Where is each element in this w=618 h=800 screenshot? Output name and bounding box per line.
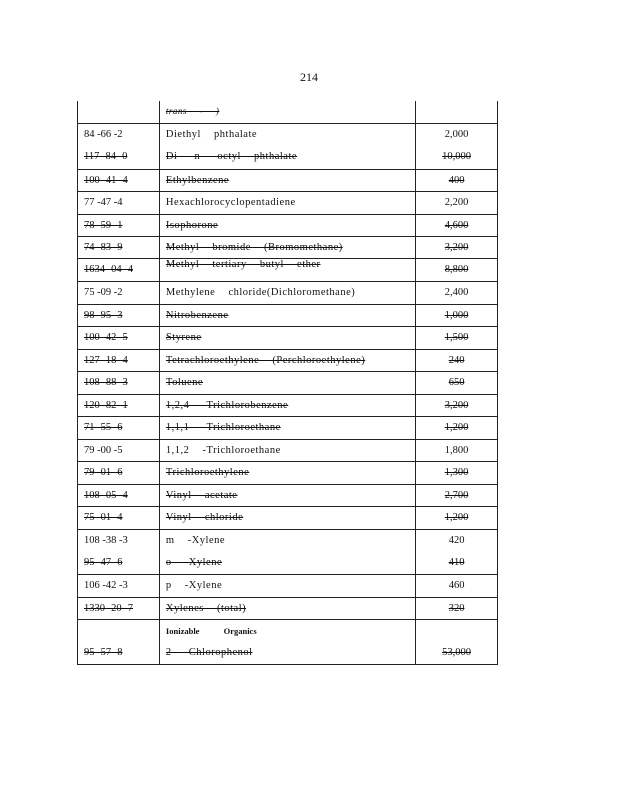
value-cell xyxy=(416,123,498,169)
compound-name: o -Xylene xyxy=(165,556,223,568)
cas-cell xyxy=(78,619,160,664)
value-cell: 3,200 xyxy=(416,236,498,258)
compound-name: 1,1,1 -Trichloroethane xyxy=(165,422,281,433)
cas-cell: 79 -00 -5 xyxy=(78,439,160,461)
cas-cell: 74 -83 -9 xyxy=(78,236,160,258)
compound-name: Xylenes (total) xyxy=(165,602,247,614)
cas-number: 117 -84 -0 xyxy=(84,151,128,162)
name-cell xyxy=(159,123,415,169)
compound-name: Isophorone xyxy=(165,219,219,231)
cas-cell: 75 -01 -4 xyxy=(78,506,160,529)
compound-name: 2 -Chlorophenol xyxy=(165,646,253,658)
cas-cell xyxy=(78,101,160,123)
cas-cell: 75 -09 -2 xyxy=(78,281,160,304)
value-cell: 1,800 xyxy=(416,439,498,461)
compound-name: m -Xylene xyxy=(165,534,226,546)
cas-number: 84 -66 -2 xyxy=(84,129,123,140)
cas-cell: 1634 -04 -4 xyxy=(78,258,160,281)
cas-cell: 78 -59 -1 xyxy=(78,214,160,236)
compound-name: Diethyl phthalate xyxy=(165,129,258,140)
value-cell: 1,000 xyxy=(416,304,498,326)
cas-cell: 106 -42 -3 xyxy=(78,574,160,597)
table-row xyxy=(78,349,498,371)
compound-name: Methyl bromide (Bromomethane) xyxy=(165,241,343,253)
cas-cell: 108 -88 -3 xyxy=(78,371,160,394)
name-cell xyxy=(159,101,415,123)
cas-cell: 79 -01 -6 xyxy=(78,461,160,484)
compound-name: Nitrobenzene xyxy=(165,309,229,321)
value-cell: 2,200 xyxy=(416,191,498,214)
compound-name: Ethylbenzene xyxy=(165,174,230,186)
table-row xyxy=(78,371,498,394)
cas-cell: 108 -05 -4 xyxy=(78,484,160,506)
table-row xyxy=(78,597,498,619)
table-row xyxy=(78,461,498,484)
table-row xyxy=(78,304,498,326)
value-cell: 1,200 xyxy=(416,506,498,529)
value-cell xyxy=(416,529,498,574)
table-row xyxy=(78,169,498,191)
concentration-value: 10,000 xyxy=(442,151,471,162)
table-row xyxy=(78,529,498,574)
value-cell: 1,500 xyxy=(416,326,498,349)
table-row xyxy=(78,326,498,349)
compound-name: trans - ) xyxy=(165,106,220,117)
cas-cell: 77 -47 -4 xyxy=(78,191,160,214)
compound-name: Methylene chloride(Dichloromethane) xyxy=(165,287,356,298)
cas-cell: 71 -55 -6 xyxy=(78,416,160,439)
compound-name: p -Xylene xyxy=(165,580,223,591)
table-row xyxy=(78,619,498,664)
value-cell: 2,400 xyxy=(416,281,498,304)
cas-cell xyxy=(78,123,160,169)
cas-number xyxy=(84,620,153,642)
table-row xyxy=(78,236,498,258)
value-cell: 650 xyxy=(416,371,498,394)
table-row xyxy=(78,258,498,281)
cas-cell: 1330 -20 -7 xyxy=(78,597,160,619)
concentration-value: 420 xyxy=(448,534,465,546)
cas-cell: 100 -41 -4 xyxy=(78,169,160,191)
table-row xyxy=(78,416,498,439)
value-cell: 400 xyxy=(416,169,498,191)
value-cell: 1,200 xyxy=(416,416,498,439)
compound-name: Vinyl chloride xyxy=(165,512,244,523)
concentration-value: 2,000 xyxy=(444,129,469,140)
cas-cell xyxy=(78,529,160,574)
value-cell: 2,700 xyxy=(416,484,498,506)
compound-name: Hexachlorocyclopentadiene xyxy=(165,197,296,208)
cas-number: 108 -38 -3 xyxy=(84,534,128,546)
table-row xyxy=(78,214,498,236)
cas-cell: 98 -95 -3 xyxy=(78,304,160,326)
table-row xyxy=(78,574,498,597)
name-cell xyxy=(159,619,415,664)
value-cell: 4,600 xyxy=(416,214,498,236)
compound-name: 1,2,4 -Trichlorobenzene xyxy=(165,399,289,411)
table-row xyxy=(78,123,498,169)
value-cell xyxy=(416,619,498,664)
table-row xyxy=(78,439,498,461)
cas-cell: 127 -18 -4 xyxy=(78,349,160,371)
value-cell: 3,200 xyxy=(416,394,498,416)
compound-name: Toluene xyxy=(165,377,204,388)
table-row xyxy=(78,394,498,416)
concentration-value: 53,000 xyxy=(442,646,471,658)
table-row xyxy=(78,506,498,529)
value-cell: 8,800 xyxy=(416,258,498,281)
cas-cell: 100 -42 -5 xyxy=(78,326,160,349)
chemical-table xyxy=(77,101,498,665)
value-cell: 240 xyxy=(416,349,498,371)
page-number: 214 xyxy=(300,70,318,84)
cas-number: 95 -47 -6 xyxy=(84,556,123,568)
table-row xyxy=(78,484,498,506)
value-cell: 320 xyxy=(416,597,498,619)
table-row xyxy=(78,191,498,214)
section-subheading: Ionizable Organics xyxy=(165,625,257,636)
value-cell xyxy=(416,101,498,123)
value-cell: 460 xyxy=(416,574,498,597)
concentration-value xyxy=(422,620,491,642)
table-row xyxy=(78,101,498,123)
compound-name: Tetrachloroethylene (Perchloroethylene) xyxy=(165,354,366,366)
concentration-value: 410 xyxy=(448,556,465,568)
table-row xyxy=(78,281,498,304)
name-cell xyxy=(159,529,415,574)
cas-number: 95 -57 -8 xyxy=(84,646,123,658)
compound-name: Di -n -octyl phthalate xyxy=(165,151,298,162)
value-cell: 1,300 xyxy=(416,461,498,484)
compound-name: Styrene xyxy=(165,332,202,343)
compound-name: 1,1,2 -Trichloroethane xyxy=(165,444,281,456)
compound-name: Trichloroethylene xyxy=(165,467,250,478)
cas-cell: 120 -82 -1 xyxy=(78,394,160,416)
compound-name: Methyl tertiary butyl ether xyxy=(165,258,321,270)
compound-name: Vinyl acetate xyxy=(165,489,238,501)
